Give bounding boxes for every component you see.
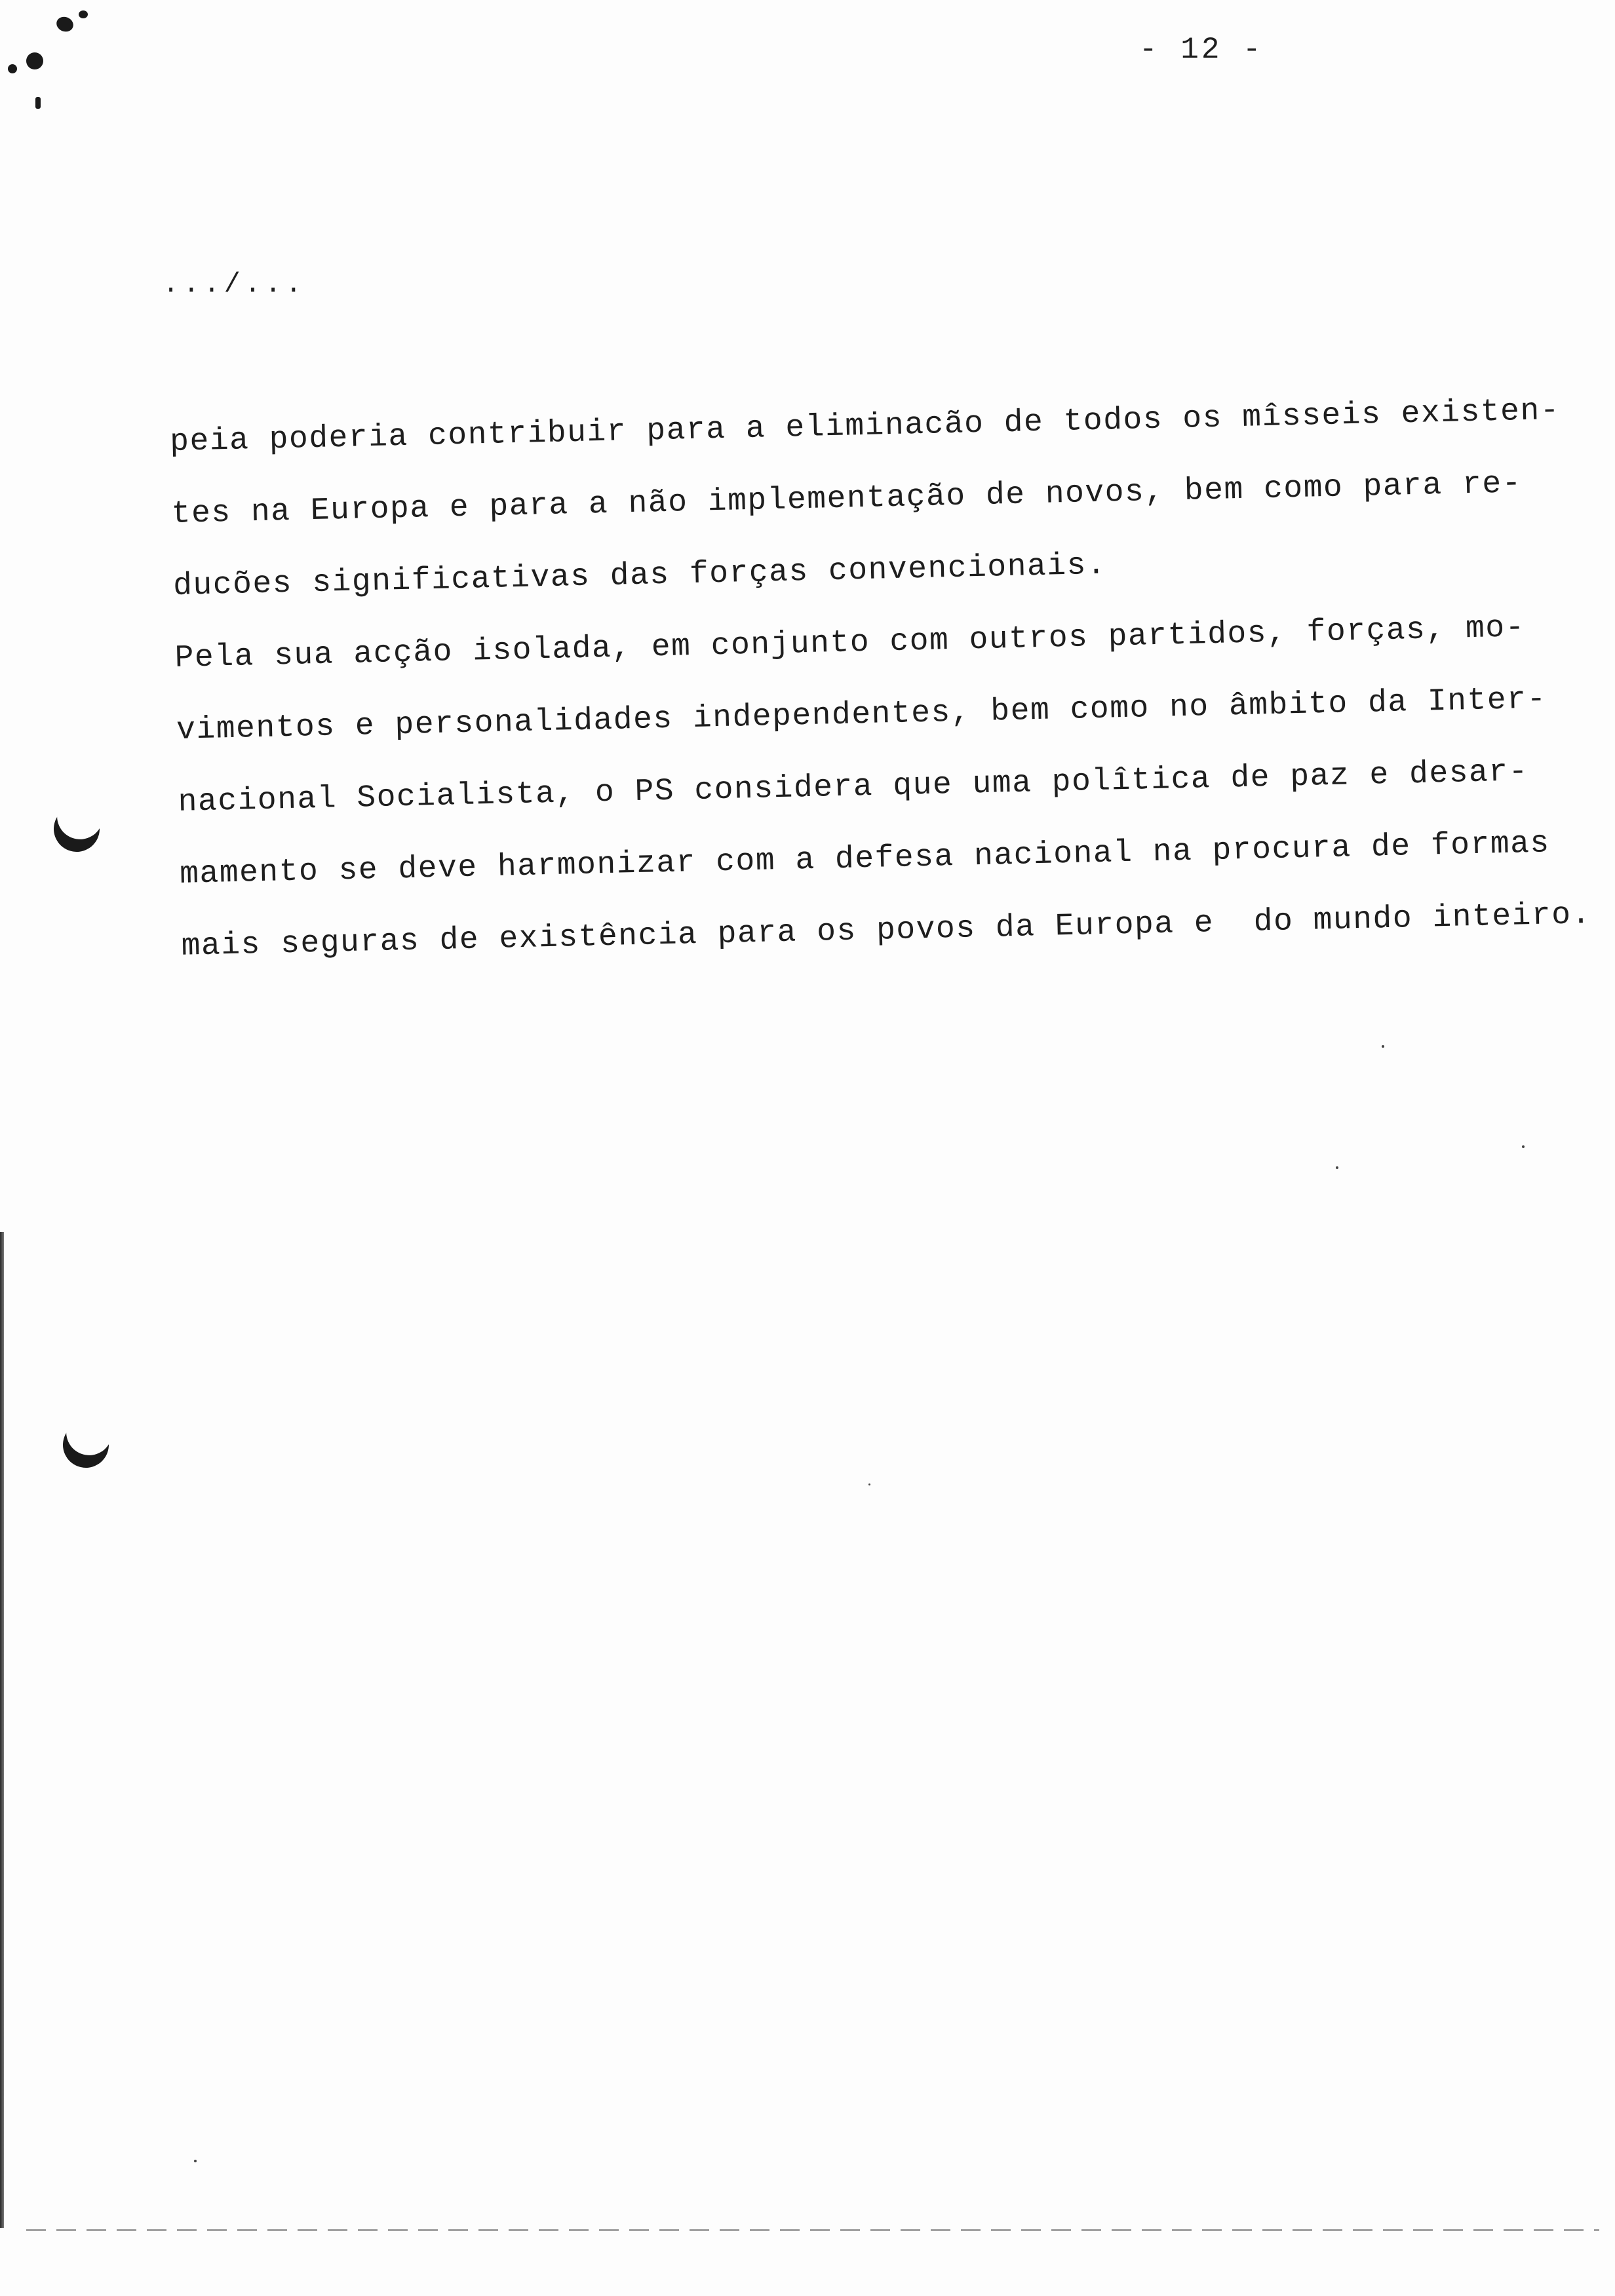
continuation-mark: .../... (163, 269, 306, 300)
corner-mark (8, 64, 17, 73)
scan-speck (194, 2160, 197, 2162)
punch-hole (54, 1413, 117, 1476)
punch-hole (45, 797, 108, 860)
text-line: vimentos e personalidades independentes, bem como no âmbito da Inter- (176, 681, 1547, 748)
page-number: - 12 - (1139, 33, 1264, 67)
body-text (169, 374, 1592, 982)
text-line: ducões significativas das forças convencionais. (172, 547, 1107, 604)
scan-speck (1522, 1145, 1525, 1148)
scan-speck (868, 1483, 870, 1485)
text-line: mais seguras de existência para os povos da Europa e do mundo inteiro. (181, 896, 1592, 965)
scan-speck (1336, 1166, 1338, 1169)
corner-mark (26, 52, 43, 69)
paragraph (174, 590, 1592, 982)
scan-speck (1382, 1045, 1384, 1048)
text-line: Pela sua acção isolada, em conjunto com outros partidos, forças, mo- (174, 610, 1526, 676)
corner-mark (35, 97, 41, 109)
corner-mark (54, 14, 75, 34)
text-line: peia poderia contribuir para a eliminacão de todos os mîsseis existen- (169, 392, 1561, 460)
paragraph (169, 374, 1576, 622)
text-line: tes na Europa e para a não implementação de novos, bem como para re- (171, 466, 1523, 532)
text-line: mamento se deve harmonizar com a defesa nacional na procura de formas (179, 826, 1551, 892)
scan-bottom-edge (26, 2229, 1599, 2231)
scan-edge-shadow (0, 1232, 4, 2228)
text-line: nacional Socialista, o PS considera que uma polîtica de paz e desar- (178, 754, 1529, 820)
corner-mark (79, 10, 88, 18)
